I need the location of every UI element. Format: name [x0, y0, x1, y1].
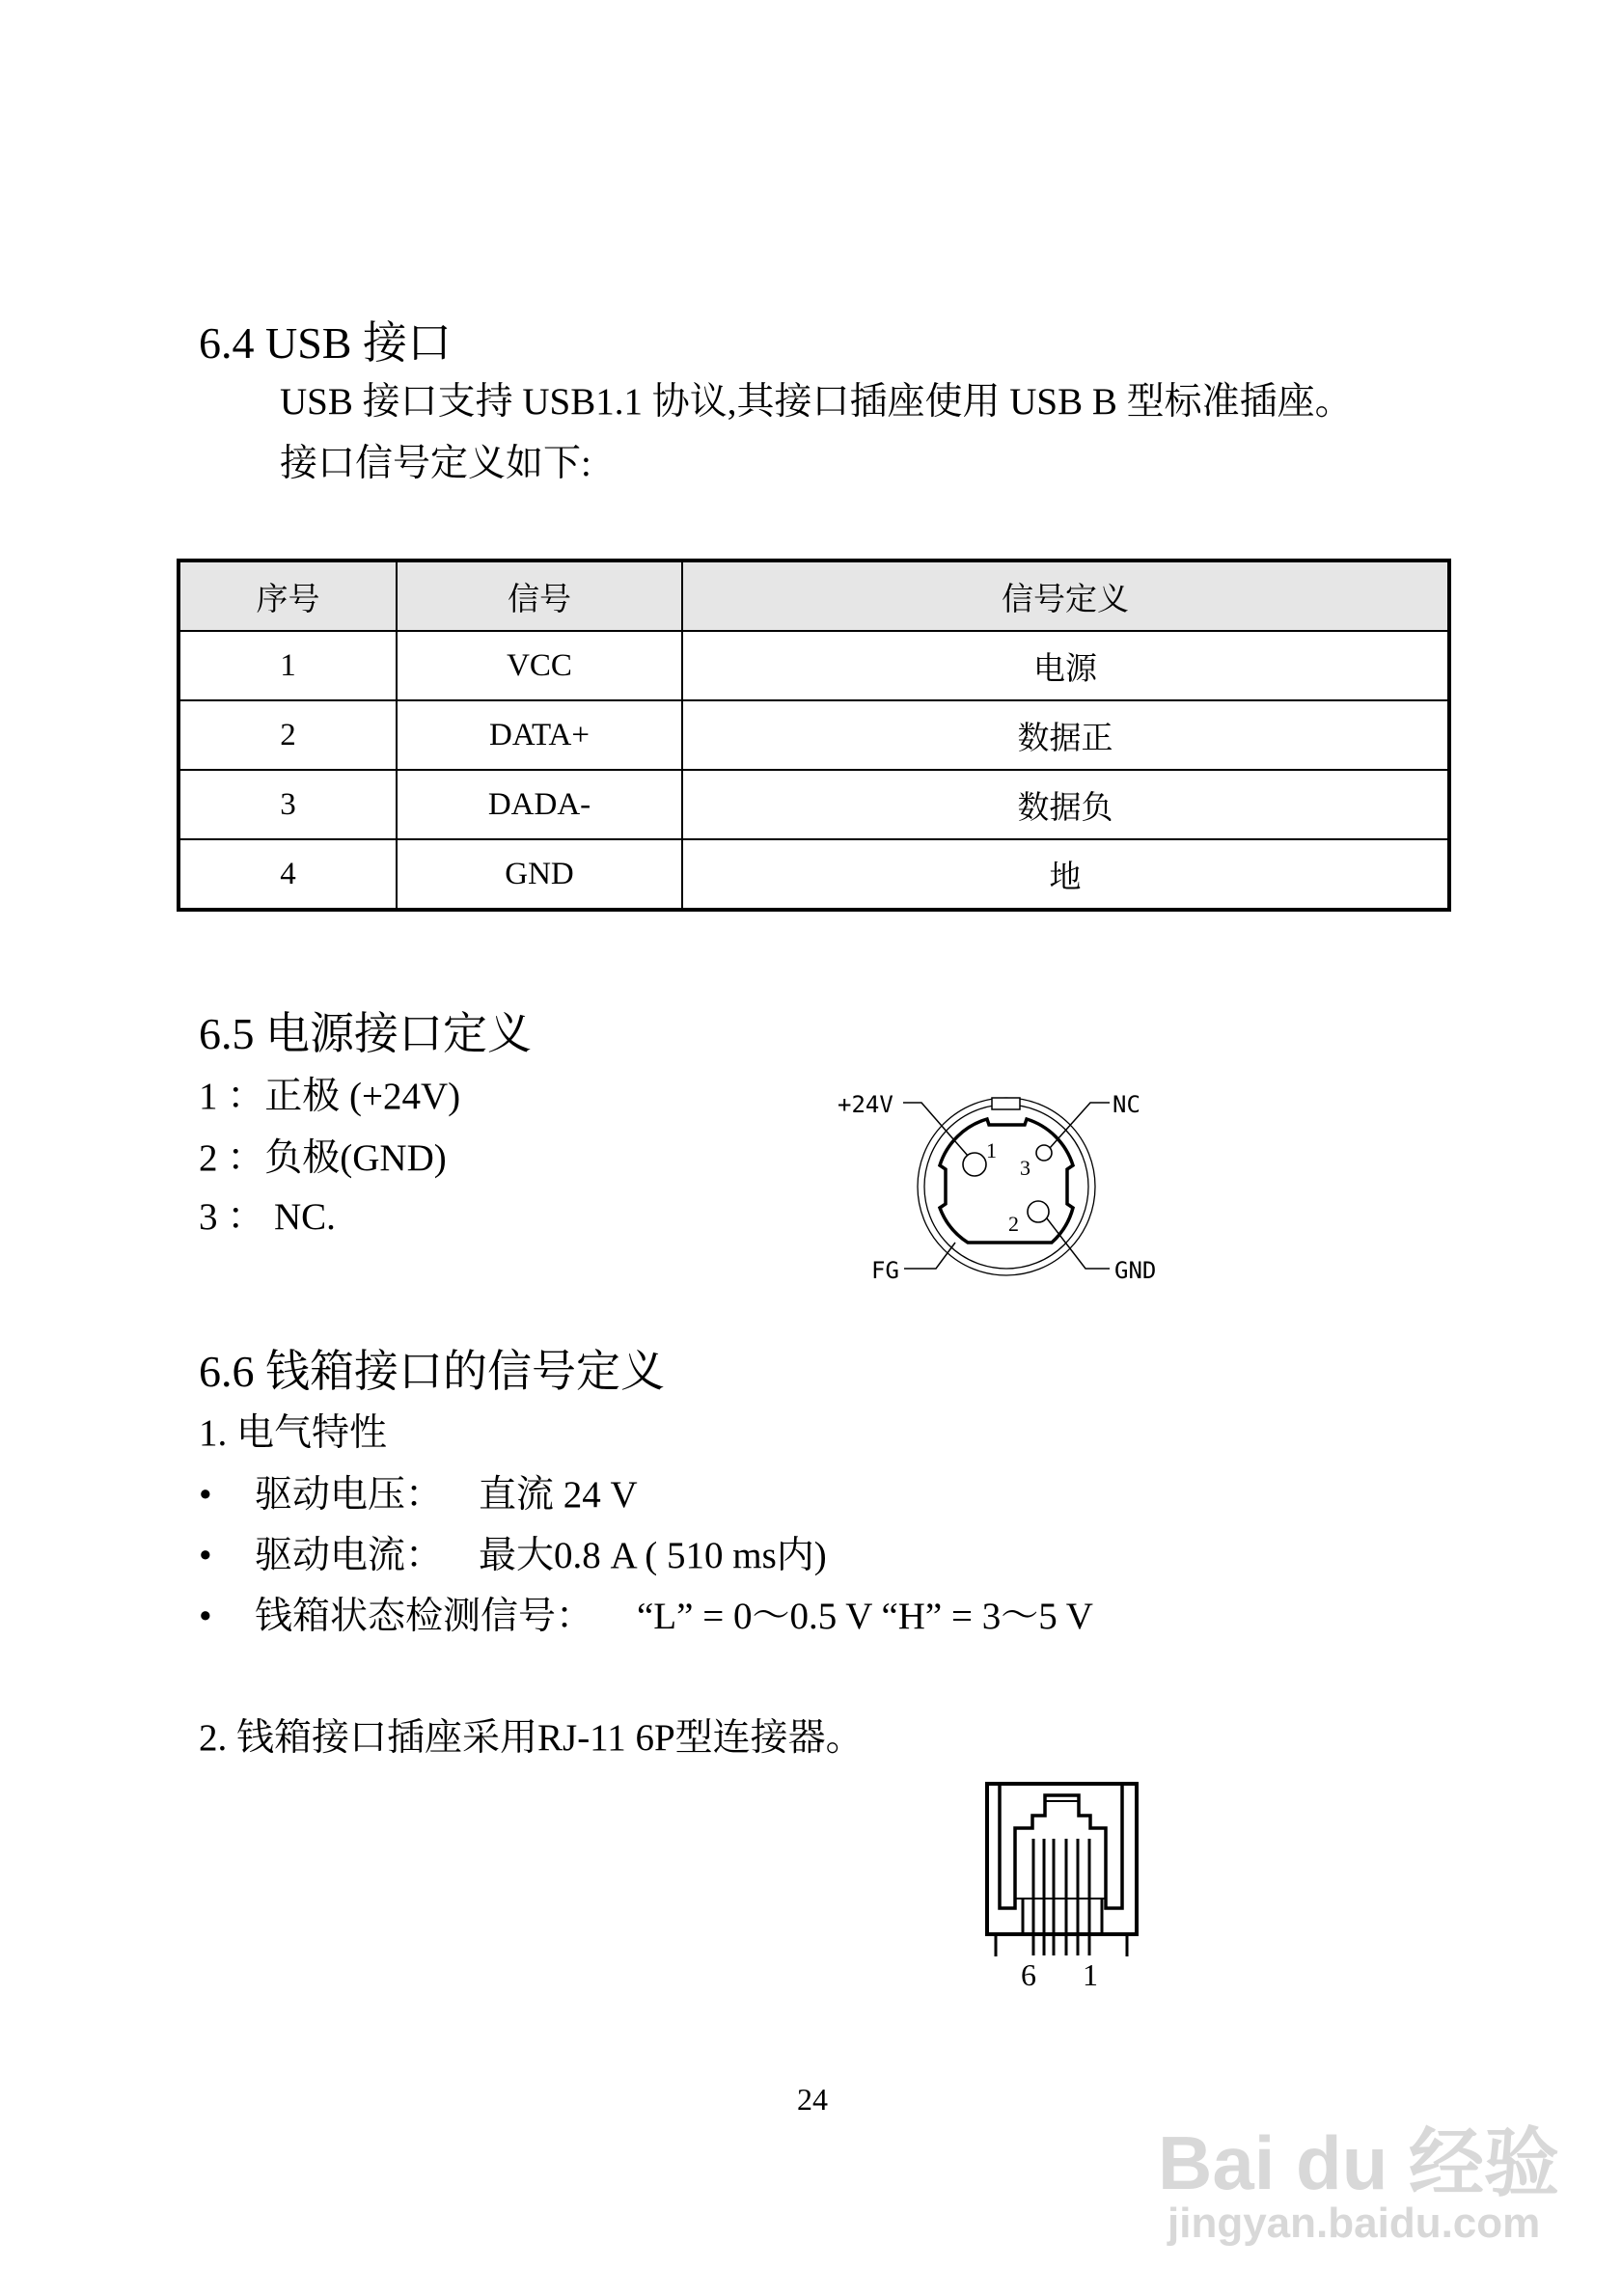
power-pin-2: 2 ：负极(GND): [199, 1137, 447, 1179]
cell-signal: DADA-: [397, 770, 682, 839]
cell-index: 3: [179, 770, 397, 839]
table-row: [179, 700, 1449, 770]
electrical-characteristics-heading: 1. 电气特性: [199, 1412, 388, 1454]
cell-index: 4: [179, 839, 397, 910]
label-plus24v: +24V: [838, 1091, 893, 1118]
cell-definition: 电源: [682, 631, 1449, 700]
drawer-status-value: “L” = 0～0.5 V “H” = 3～5 V: [637, 1596, 1093, 1637]
power-pin-3: 3 ： NC.: [199, 1196, 336, 1238]
power-connector-diagram: [830, 1071, 1196, 1331]
header-definition: 信号定义: [682, 560, 1449, 631]
table-row: [179, 631, 1449, 700]
table-row: [179, 770, 1449, 839]
section-6-6-heading: 6.6 钱箱接口的信号定义: [199, 1347, 665, 1396]
label-nc: NC: [1113, 1091, 1140, 1118]
drive-voltage-label: 驱动电压：: [255, 1474, 444, 1516]
cell-index: 1: [179, 631, 397, 700]
header-index: 序号: [179, 560, 397, 631]
header-signal: 信号: [397, 560, 682, 631]
cell-signal: DATA+: [397, 700, 682, 770]
cell-index: 2: [179, 700, 397, 770]
section-6-5-heading: 6.5 电源接口定义: [199, 1009, 532, 1058]
usb-signal-table: [177, 559, 1451, 912]
cell-definition: 数据负: [682, 770, 1449, 839]
pin-number-2: 2: [1008, 1212, 1019, 1236]
section-6-4-heading: 6.4 USB 接口: [199, 318, 452, 368]
power-pin-1: 1 ：正极 (+24V): [199, 1076, 461, 1117]
page-number: 24: [797, 2082, 828, 2117]
bullet-icon: •: [199, 1596, 212, 1637]
cell-definition: 地: [682, 839, 1449, 910]
pin-number-1: 1: [986, 1138, 997, 1162]
rj11-pin-6-label: 6: [1021, 1957, 1036, 1992]
watermark-url: jingyan.baidu.com: [1168, 2200, 1541, 2247]
watermark-logo: Bai du 经验: [1158, 2120, 1560, 2205]
table-row: [179, 839, 1449, 910]
drive-current-label: 驱动电流：: [255, 1535, 444, 1576]
drive-voltage-value: 直流 24 V: [479, 1474, 638, 1516]
table-header-row: [179, 560, 1449, 631]
bullet-icon: •: [199, 1535, 212, 1576]
cell-definition: 数据正: [682, 700, 1449, 770]
rj11-connector-note: 2. 钱箱接口插座采用RJ-11 6P型连接器。: [199, 1717, 864, 1759]
drawer-status-label: 钱箱状态检测信号：: [255, 1596, 594, 1637]
label-gnd: GND: [1114, 1257, 1157, 1284]
cell-signal: VCC: [397, 631, 682, 700]
usb-description: USB 接口支持 USB1.1 协议,其接口插座使用 USB B 型标准插座。: [280, 381, 1353, 423]
usb-signal-intro: 接口信号定义如下:: [280, 443, 591, 484]
label-fg: FG: [871, 1257, 899, 1284]
rj11-pin-1-label: 1: [1083, 1957, 1098, 1992]
rj11-connector-diagram: [965, 1775, 1196, 2026]
cell-signal: GND: [397, 839, 682, 910]
pin-number-3: 3: [1020, 1156, 1030, 1180]
drive-current-value: 最大0.8 A ( 510 ms内): [479, 1535, 827, 1576]
bullet-icon: •: [199, 1474, 212, 1516]
